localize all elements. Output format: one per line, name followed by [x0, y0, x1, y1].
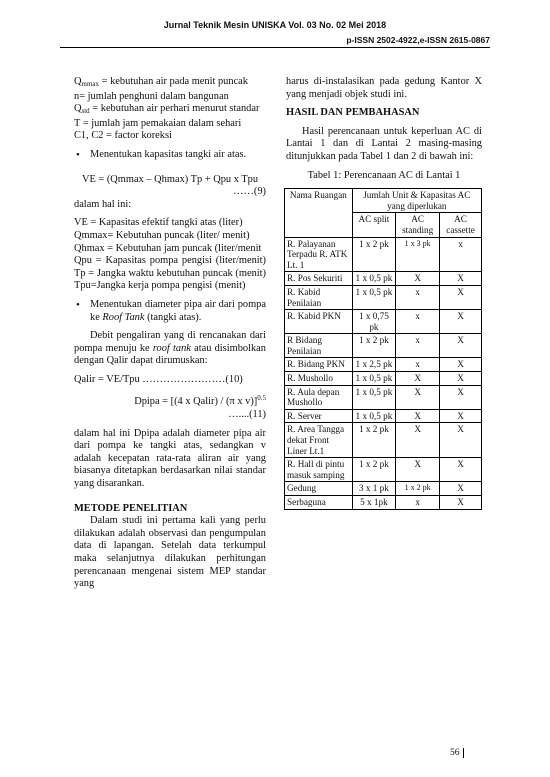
table-row — [285, 423, 482, 458]
cell-cassette: X — [440, 423, 482, 458]
cell-nama: R. Palayanan Terpadu R. ATK Lt. 1 — [285, 237, 353, 272]
cell-nama: R Bidang Penilaian — [285, 334, 353, 358]
var-ve: VE = Kapasitas efektif tangki atas (liter) — [74, 217, 243, 229]
var-qpu: Qpu = Kapasitas pompa pengisi (liter/menit) Tp = Jangka waktu kebutuhan puncak (menit) Tpu=Jangka kerja pompa pengisi (menit) — [74, 255, 266, 292]
debit-paragraph: Debit pengaliran yang di rencanakan dari pompa menuju ke roof tank atau disimbolkan dengan Qalir dapat dirumuskan: — [74, 330, 266, 367]
table-row — [285, 285, 482, 309]
cell-split: 5 x 1pk — [352, 496, 396, 510]
continued-paragraph: harus di-instalasikan pada gedung Kantor X yang menjadi objek studi ini. — [286, 76, 482, 100]
cell-cassette: X — [440, 272, 482, 286]
table-row — [285, 385, 482, 409]
header-ac-cassette: AC cassette — [440, 213, 482, 237]
cell-nama: R. Aula depan Mushollo — [285, 385, 353, 409]
cell-split: 1 x 2 pk — [352, 423, 396, 458]
cell-split: 1 x 2 pk — [352, 334, 396, 358]
cell-split: 1 x 0,5 pk — [352, 272, 396, 286]
cell-nama: R. Kabid PKN — [285, 310, 353, 334]
equation-11-number: …....(11) — [228, 409, 266, 421]
hasil-paragraph: Hasil perencanaan untuk keperluan AC di Lantai 1 dan di Lantai 2 masing-masing ditunjukkan pada Tabel 1 dan 2 di bawah ini: — [286, 125, 482, 162]
var-qhmax: Qhmax = Kebutuhan jam puncak (liter/menit — [74, 242, 262, 254]
right-column — [286, 76, 482, 510]
table-row — [285, 334, 482, 358]
issn-header: p-ISSN 2502-4922,e-ISSN 2615-0867 — [346, 35, 490, 45]
table-row — [285, 496, 482, 510]
cell-cassette: X — [440, 482, 482, 496]
definition-c: C1, C2 = factor koreksi — [74, 130, 172, 142]
left-column — [74, 76, 266, 591]
definition-qmmax: $Q_{mmax}$ = kebutuhan air pada menit puncak — [74, 76, 248, 88]
cell-cassette: X — [440, 334, 482, 358]
cell-standing: X — [396, 423, 440, 458]
equation-9-number: ……(9) — [233, 186, 266, 198]
table-row — [285, 458, 482, 482]
cell-nama: R. Kabid Penilaian — [285, 285, 353, 309]
cell-standing: X — [396, 385, 440, 409]
cell-standing: x — [396, 310, 440, 334]
header-jumlah-unit: Jumlah Unit & Kapasitas AC yang diperlukan — [352, 189, 481, 213]
cell-split: 1 x 2,5 pk — [352, 358, 396, 372]
bullet-pipe-diameter: • Menentukan diameter pipa air dari pompa ke Roof Tank (tangki atas). — [74, 299, 266, 324]
header-rule — [60, 47, 490, 48]
cell-split: 1 x 2 pk — [352, 458, 396, 482]
table-row — [285, 310, 482, 334]
cell-cassette: X — [440, 358, 482, 372]
cell-nama: R. Server — [285, 409, 353, 423]
cell-nama: R. Bidang PKN — [285, 358, 353, 372]
cell-cassette: X — [440, 310, 482, 334]
dalam-hal-ini-1: dalam hal ini: — [74, 198, 132, 210]
cell-split: 3 x 1 pk — [352, 482, 396, 496]
definition-n: n= jumlah penghuni dalam bangunan — [74, 90, 229, 102]
cell-cassette: x — [440, 237, 482, 272]
header-ac-split: AC split — [352, 213, 396, 237]
header-ac-standing: AC standing — [396, 213, 440, 237]
hasil-heading: HASIL DAN PEMBAHASAN — [286, 107, 420, 119]
cell-standing: x — [396, 358, 440, 372]
cell-standing: x — [396, 496, 440, 510]
cell-nama: R. Area Tangga dekat Front Liner Lt.1 — [285, 423, 353, 458]
definition-qstd: $Q_{std}$ = kebutuhan air perhari menurut standar — [74, 103, 260, 116]
header-nama-ruangan: Nama Ruangan — [285, 189, 353, 237]
cell-standing: X — [396, 458, 440, 482]
cell-cassette: X — [440, 385, 482, 409]
cell-cassette: X — [440, 285, 482, 309]
cell-nama: Gedung — [285, 482, 353, 496]
cell-split: 1 x 0,75 pk — [352, 310, 396, 334]
definition-t: T = jumlah jam pemakaian dalam sehari — [74, 117, 242, 129]
cell-split: 1 x 0,5 pk — [352, 385, 396, 409]
cell-standing: x — [396, 334, 440, 358]
journal-header: Jurnal Teknik Mesin UNISKA Vol. 03 No. 02 Mei 2018 — [163, 20, 387, 30]
table-row — [285, 372, 482, 386]
cell-nama: R. Mushollo — [285, 372, 353, 386]
cell-split: 1 x 0,5 pk — [352, 285, 396, 309]
cell-standing: X — [396, 272, 440, 286]
cell-cassette: X — [440, 409, 482, 423]
table-caption: Tabel 1: Perencanaan AC di Lantai 1 — [307, 169, 461, 181]
table-row — [285, 272, 482, 286]
equation-11: Dpipa = [(4 x Qalir) / (π x v)]$^{0.5}$ — [134, 394, 266, 408]
table-row — [285, 358, 482, 372]
cell-standing: x — [396, 285, 440, 309]
table-row — [285, 237, 482, 272]
cell-standing: X — [396, 372, 440, 386]
cell-split: 1 x 0,5 pk — [352, 409, 396, 423]
cell-cassette: X — [440, 496, 482, 510]
cell-cassette: X — [440, 372, 482, 386]
cell-split: 1 x 2 pk — [352, 237, 396, 272]
cell-standing: X — [396, 409, 440, 423]
table-row — [285, 482, 482, 496]
cell-standing: 1 x 3 pk — [396, 237, 440, 272]
var-qmmax: Qmmax= Kebutuhan puncak (liter/ menit) — [74, 229, 250, 241]
bullet-tank-capacity: • Menentukan kapasitas tangki air atas. — [74, 149, 266, 162]
page-number: 56 — [450, 748, 464, 758]
cell-nama: R. Hall di pintu masuk samping — [285, 458, 353, 482]
cell-nama: R. Pos Sekuriti — [285, 272, 353, 286]
ac-table — [284, 188, 482, 509]
table-row — [285, 409, 482, 423]
cell-cassette: X — [440, 458, 482, 482]
cell-standing: 1 x 2 pk — [396, 482, 440, 496]
cell-split: 1 x 0,5 pk — [352, 372, 396, 386]
equation-10: Qalir = VE/Tpu ……………………(10) — [74, 373, 243, 385]
cell-nama: Serbaguna — [285, 496, 353, 510]
metode-paragraph: Dalam studi ini pertama kali yang perlu dilakukan adalah observasi dan pengumpulan data di lapangan. Setelah data terkumpul maka selanjutnya dilakukan perhitungan perencanaan mengenai sistem MEP standar yang — [74, 515, 266, 590]
equation-9: VE = (Qmmax – Qhmax) Tp + Qpu x Tpu — [81, 173, 259, 185]
metode-heading: METODE PENELITIAN — [74, 502, 188, 514]
dalam-hal-ini-2: dalam hal ini Dpipa adalah diameter pipa air dari pompa ke tangki atas, sedangkan v adalah kecepatan rata-rata aliran air yang biasanya ditetapkan berdasarkan nilai standar yang disarankan. — [74, 427, 266, 490]
